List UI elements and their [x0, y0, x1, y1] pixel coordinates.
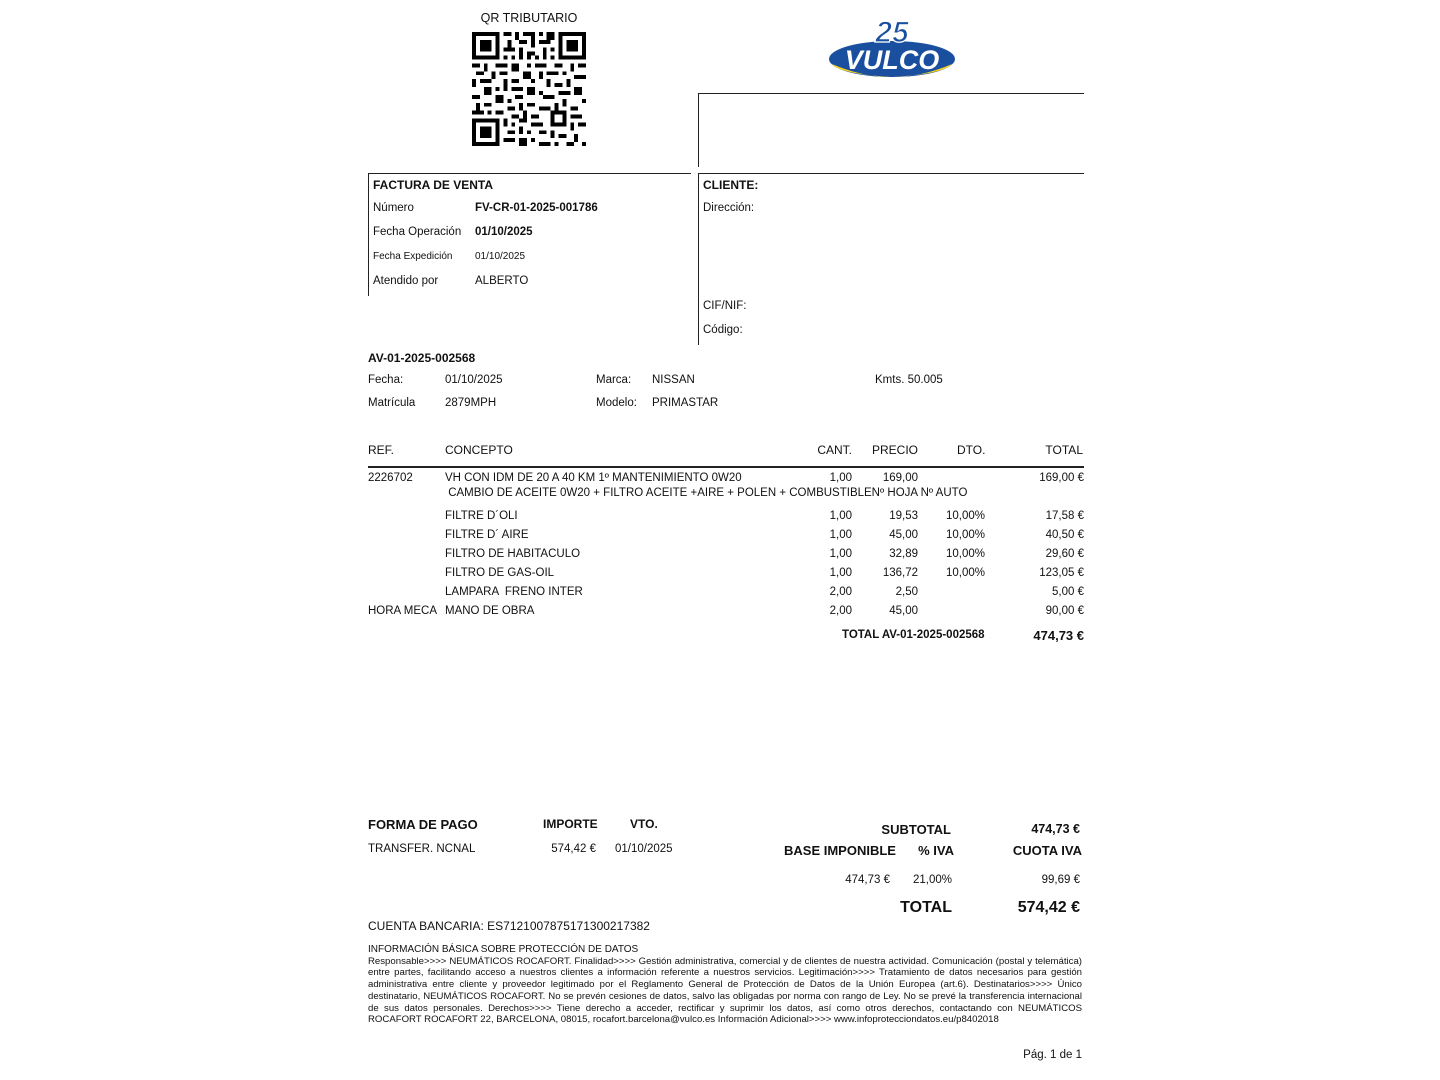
- order-date-label: Fecha:: [368, 374, 404, 386]
- order-number: AV-01-2025-002568: [368, 351, 476, 365]
- row-total: 90,00 €: [1045, 605, 1084, 617]
- row-total: 123,05 €: [1039, 567, 1084, 579]
- row-discount: 10,00%: [946, 510, 986, 522]
- row-qty: 1,00: [829, 548, 852, 560]
- invoice-number-label: Número: [373, 202, 414, 214]
- col-discount: DTO.: [957, 443, 986, 457]
- attended-by-value: ALBERTO: [475, 275, 529, 287]
- tax-base-header: BASE IMPONIBLE: [784, 843, 896, 858]
- row-discount: 10,00%: [946, 567, 986, 579]
- row-total: 17,58 €: [1045, 510, 1084, 522]
- vat-amount-header: CUOTA IVA: [1012, 843, 1082, 858]
- brand-value: NISSAN: [652, 374, 695, 386]
- row-price: 2,50: [895, 586, 918, 598]
- client-code-label: Código:: [703, 324, 743, 336]
- row-concept: FILTRO DE GAS-OIL: [445, 567, 555, 579]
- svg-text:VULCO: VULCO: [844, 45, 940, 75]
- row-qty: 1,00: [829, 510, 852, 522]
- row-price: 169,00: [882, 472, 918, 484]
- client-cif-label: CIF/NIF:: [703, 300, 747, 312]
- row-qty: 2,00: [829, 605, 852, 617]
- client-title: CLIENTE:: [703, 178, 759, 192]
- page-number: Pág. 1 de 1: [1023, 1049, 1082, 1061]
- row-price: 19,53: [889, 510, 918, 522]
- row-ref: 2226702: [368, 472, 413, 484]
- bank-account: CUENTA BANCARIA: ES7121007875171300217382: [368, 919, 650, 933]
- brand-label: Marca:: [596, 374, 632, 386]
- payment-due-header: VTO.: [630, 817, 658, 831]
- row-price: 45,00: [889, 529, 918, 541]
- row-qty: 1,00: [829, 529, 852, 541]
- row-concept: MANO DE OBRA: [445, 605, 535, 617]
- row-discount: 10,00%: [946, 548, 986, 560]
- row-ref: HORA MECA: [368, 605, 438, 617]
- operation-date-label: Fecha Operación: [373, 226, 462, 238]
- order-date-value: 01/10/2025: [445, 374, 503, 386]
- client-box-left-border: [698, 173, 699, 345]
- data-protection-title: INFORMACIÓN BÁSICA SOBRE PROTECCIÓN DE DATOS: [368, 944, 639, 955]
- row-total: 29,60 €: [1045, 548, 1084, 560]
- data-protection-notice: [368, 944, 1082, 1026]
- plate-label: Matrícula: [368, 397, 416, 409]
- col-total: TOTAL: [1045, 443, 1083, 457]
- row-concept: LAMPARA FRENO INTER: [445, 586, 583, 598]
- row-concept: VH CON IDM DE 20 A 40 KM 1º MANTENIMIENTO 0W20: [445, 472, 742, 484]
- payment-amount-header: IMPORTE: [543, 817, 598, 831]
- tax-base-value: 474,73 €: [845, 874, 890, 886]
- vat-percent-value: 21,00%: [912, 874, 952, 886]
- items-header-divider: [368, 466, 1084, 468]
- plate-value: 2879MPH: [445, 397, 497, 409]
- qr-title: QR TRIBUTARIO: [480, 11, 578, 25]
- row-price: 45,00: [889, 605, 918, 617]
- subtotal-value: 474,73 €: [1031, 822, 1080, 836]
- kilometers: Kmts. 50.005: [875, 374, 943, 386]
- model-label: Modelo:: [596, 397, 637, 409]
- issue-date-value: 01/10/2025: [475, 251, 526, 262]
- vulco-logo: [824, 10, 960, 82]
- row-qty: 2,00: [829, 586, 852, 598]
- svg-text:25: 25: [875, 16, 909, 49]
- invoice-box-top-border: [368, 173, 691, 174]
- address-box-left-border: [698, 93, 699, 167]
- invoice-title: FACTURA DE VENTA: [373, 178, 493, 192]
- row-total: 40,50 €: [1045, 529, 1084, 541]
- grand-total-label: TOTAL: [900, 899, 952, 916]
- address-box-top-border: [698, 93, 1084, 94]
- data-protection-body: Responsable>>>> NEUMÁTICOS ROCAFORT. Finalidad>>>> Gestión administrativa, comercial y de clientes de nuestra actividad. Comunicación (postal y telemática) entre partes, facilitando acceso a nuestros clientes a información referente a nuestros servicios. Legitimación>>>> Tratamiento de datos necesarios para gestión administrativa entre cliente y proveedor legitimado por el Reglamento General de Protección de Datos de la Unión Europea (art.6). Destinatarios>>>> Único destinatario, NEUMÁTICOS ROCAFORT. No se prevén cesiones de datos, salvo las obligadas por norma con rango de Ley. No se prevé la transferencia internacional de sus datos personales. Derechos>>>> Tiene derecho a acceder, rectificar y suprimir los datos, así como otros derechos, contactando con NEUMÁTICOS ROCAFORT ROCAFORT 22, BARCELONA, 08015, rocafort.barcelona@vulco.es Información Adicional>>>> www.infoprotecciondatos.eu/p8402018: [368, 955, 1082, 1026]
- qr-code-icon: [472, 32, 586, 146]
- row-total: 169,00 €: [1039, 472, 1084, 484]
- payment-due-date: 01/10/2025: [615, 843, 673, 855]
- order-total-label: TOTAL AV-01-2025-002568: [842, 629, 985, 641]
- attended-by-label: Atendido por: [373, 275, 439, 287]
- col-qty: CANT.: [817, 443, 852, 457]
- col-price: PRECIO: [871, 443, 918, 457]
- row-discount: 10,00%: [946, 529, 986, 541]
- model-value: PRIMASTAR: [652, 397, 719, 409]
- payment-method: TRANSFER. NCNAL: [368, 843, 476, 855]
- issue-date-label: Fecha Expedición: [373, 251, 453, 262]
- client-address-label: Dirección:: [703, 202, 755, 214]
- payment-method-header: FORMA DE PAGO: [368, 817, 478, 832]
- order-total-value: 474,73 €: [1033, 628, 1084, 643]
- row-total: 5,00 €: [1052, 586, 1084, 598]
- row-detail: CAMBIO DE ACEITE 0W20 + FILTRO ACEITE +AIRE + POLEN + COMBUSTIBLENº HOJA Nº AUTO: [445, 487, 968, 499]
- subtotal-label: SUBTOTAL: [881, 822, 951, 837]
- vat-amount-value: 99,69 €: [1041, 874, 1080, 886]
- col-ref: REF.: [368, 443, 395, 457]
- client-box-top-border: [698, 173, 1084, 174]
- row-qty: 1,00: [829, 472, 852, 484]
- operation-date-value: 01/10/2025: [475, 226, 533, 238]
- vat-percent-header: % IVA: [918, 843, 954, 858]
- row-price: 32,89: [889, 548, 918, 560]
- row-concept: FILTRE D´OLI: [445, 510, 518, 522]
- row-concept: FILTRE D´ AIRE: [445, 529, 529, 541]
- col-concept: CONCEPTO: [445, 443, 513, 457]
- row-qty: 1,00: [829, 567, 852, 579]
- row-concept: FILTRO DE HABITACULO: [445, 548, 581, 560]
- grand-total-value: 574,42 €: [1017, 899, 1080, 916]
- payment-amount: 574,42 €: [551, 843, 596, 855]
- invoice-box-left-border: [368, 173, 369, 296]
- invoice-number-value: FV-CR-01-2025-001786: [475, 202, 598, 214]
- row-price: 136,72: [882, 567, 918, 579]
